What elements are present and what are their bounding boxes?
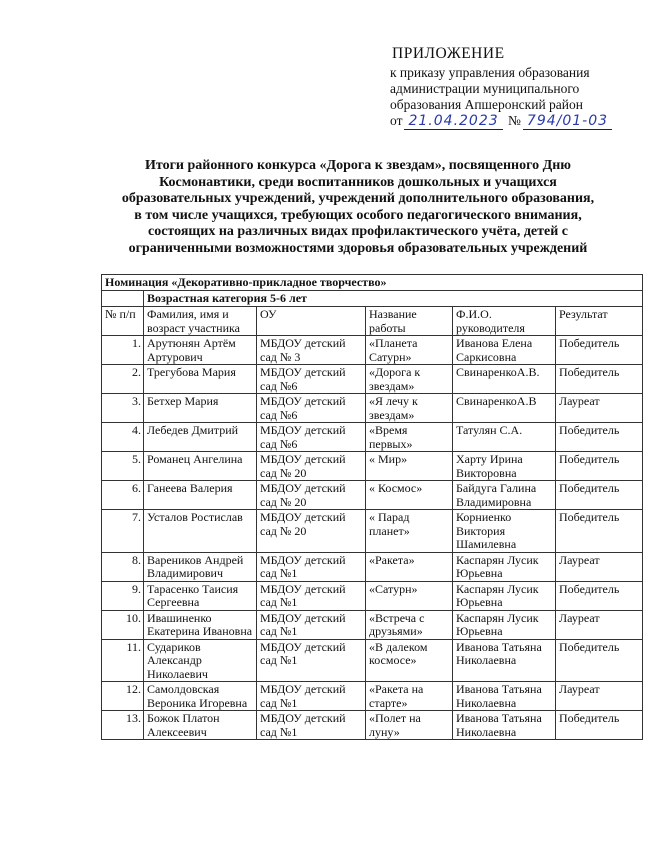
table-row — [102, 452, 643, 481]
row-number: 13. — [102, 711, 144, 740]
table-row — [102, 365, 643, 394]
row-number: 7. — [102, 510, 144, 553]
participant-name: Трегубова Мария — [144, 365, 257, 394]
participant-name: Ивашиненко Екатерина Ивановна — [144, 610, 257, 639]
title-line: состоящих на различных видах профилактического учёта, детей с — [148, 224, 568, 239]
work-title: «В далеком космосе» — [366, 639, 453, 682]
work-title: «Ракета на старте» — [366, 682, 453, 711]
nomination-header: Номинация «Декоративно-прикладное творчество» — [102, 275, 643, 291]
order-number: 794/01-03 — [523, 113, 612, 130]
table-header-row — [102, 307, 643, 336]
table-row — [102, 639, 643, 682]
row-number: 9. — [102, 581, 144, 610]
col-header: № п/п — [102, 307, 144, 336]
col-header: Фамилия, имя и возраст участника — [144, 307, 257, 336]
school-name: МБДОУ детский сад №1 — [257, 639, 366, 682]
leader-name: Иванова Татьяна Николаевна — [453, 711, 556, 740]
row-number: 3. — [102, 394, 144, 423]
participant-name: Тарасенко Таисия Сергеевна — [144, 581, 257, 610]
row-number: 4. — [102, 423, 144, 452]
work-title: «Встреча с друзьями» — [366, 610, 453, 639]
table-row — [102, 336, 643, 365]
appendix-block — [388, 46, 648, 130]
result-value: Победитель — [556, 423, 643, 452]
age-category-header: Возрастная категория 5-6 лет — [144, 291, 643, 307]
document-title — [88, 158, 628, 257]
work-title: « Мир» — [366, 452, 453, 481]
table-row — [102, 394, 643, 423]
work-title: «Полет на луну» — [366, 711, 453, 740]
school-name: МБДОУ детский сад №1 — [257, 682, 366, 711]
school-name: МБДОУ детский сад № 20 — [257, 481, 366, 510]
col-header: Ф.И.О. руководителя — [453, 307, 556, 336]
order-date: 21.04.2023 — [404, 113, 502, 130]
school-name: МБДОУ детский сад №1 — [257, 610, 366, 639]
work-title: «Сатурн» — [366, 581, 453, 610]
number-sign: № — [508, 113, 521, 128]
work-title: «Дорога к звездам» — [366, 365, 453, 394]
row-number: 10. — [102, 610, 144, 639]
leader-name: Харту Ирина Викторовна — [453, 452, 556, 481]
leader-name: Иванова Елена Саркисовна — [453, 336, 556, 365]
school-name: МБДОУ детский сад № 3 — [257, 336, 366, 365]
result-value: Лауреат — [556, 394, 643, 423]
table-row — [102, 711, 643, 740]
title-line: Итоги районного конкурса «Дорога к звездам», посвященного Дню — [144, 158, 572, 173]
school-name: МБДОУ детский сад №1 — [257, 711, 366, 740]
leader-name: Иванова Татьяна Николаевна — [453, 639, 556, 682]
col-header: Результат — [556, 307, 643, 336]
leader-name: Каспарян Лусик Юрьевна — [453, 552, 556, 581]
table-row — [102, 682, 643, 711]
result-value: Победитель — [556, 365, 643, 394]
table-row — [102, 552, 643, 581]
row-number: 1. — [102, 336, 144, 365]
row-number: 12. — [102, 682, 144, 711]
table-row — [102, 510, 643, 553]
appendix-line: образования Апшеронский район — [390, 97, 583, 112]
result-value: Победитель — [556, 510, 643, 553]
result-value: Лауреат — [556, 552, 643, 581]
school-name: МБДОУ детский сад № 20 — [257, 452, 366, 481]
row-number: 5. — [102, 452, 144, 481]
participant-name: Вареников Андрей Владимирович — [144, 552, 257, 581]
row-number: 11. — [102, 639, 144, 682]
result-value: Лауреат — [556, 610, 643, 639]
title-line: Космонавтики, среди воспитанников дошкольных и учащихся — [159, 174, 557, 190]
school-name: МБДОУ детский сад №1 — [257, 581, 366, 610]
table-row — [102, 581, 643, 610]
school-name: МБДОУ детский сад №6 — [257, 423, 366, 452]
col-header: Название работы — [366, 307, 453, 336]
participant-name: Ганеева Валерия — [144, 481, 257, 510]
row-number: 6. — [102, 481, 144, 510]
school-name: МБДОУ детский сад №6 — [257, 365, 366, 394]
result-value: Победитель — [556, 639, 643, 682]
leader-name: Каспарян Лусик Юрьевна — [453, 610, 556, 639]
work-title: «Время первых» — [366, 423, 453, 452]
appendix-line: администрации муниципального — [390, 81, 580, 96]
work-title: « Космос» — [366, 481, 453, 510]
school-name: МБДОУ детский сад №6 — [257, 394, 366, 423]
result-value: Победитель — [556, 711, 643, 740]
leader-name: Байдуга Галина Владимировна — [453, 481, 556, 510]
leader-name: Каспарян Лусик Юрьевна — [453, 581, 556, 610]
blank-cell — [102, 291, 144, 307]
date-prefix: от — [390, 113, 403, 128]
result-value: Победитель — [556, 481, 643, 510]
row-number: 8. — [102, 552, 144, 581]
leader-name: СвинаренкоА.В. — [453, 365, 556, 394]
title-line: образовательных учреждений, учреждений дополнительного образования, — [121, 191, 595, 206]
col-header: ОУ — [257, 307, 366, 336]
appendix-line: к приказу управления образования — [390, 65, 590, 80]
leader-name: СвинаренкоА.В — [453, 394, 556, 423]
participant-name: Божок Платон Алексеевич — [144, 711, 257, 740]
work-title: « Парад планет» — [366, 510, 453, 553]
table-row — [102, 423, 643, 452]
results-table — [101, 274, 643, 740]
participant-name: Самолдовская Вероника Игоревна — [144, 682, 257, 711]
row-number: 2. — [102, 365, 144, 394]
result-value: Победитель — [556, 336, 643, 365]
result-value: Победитель — [556, 452, 643, 481]
leader-name: Корниенко Виктория Шамилевна — [453, 510, 556, 553]
leader-name: Татулян С.А. — [453, 423, 556, 452]
participant-name: Романец Ангелина — [144, 452, 257, 481]
result-value: Лауреат — [556, 682, 643, 711]
result-value: Победитель — [556, 581, 643, 610]
participant-name: Лебедев Дмитрий — [144, 423, 257, 452]
participant-name: Судариков Александр Николаевич — [144, 639, 257, 682]
participant-name: Усталов Ростислав — [144, 510, 257, 553]
appendix-heading: ПРИЛОЖЕНИЕ — [392, 45, 505, 62]
participant-name: Арутюнян Артём Артурович — [144, 336, 257, 365]
order-date-line — [390, 113, 648, 130]
work-title: «Ракета» — [366, 552, 453, 581]
title-line: в том числе учащихся, требующих особого педагогического внимания, — [134, 207, 582, 223]
leader-name: Иванова Татьяна Николаевна — [453, 682, 556, 711]
school-name: МБДОУ детский сад № 20 — [257, 510, 366, 553]
table-row — [102, 610, 643, 639]
table-row — [102, 481, 643, 510]
work-title: «Планета Сатурн» — [366, 336, 453, 365]
title-line: ограниченными возможностями здоровья образовательных учреждений — [128, 240, 588, 256]
work-title: «Я лечу к звездам» — [366, 394, 453, 423]
participant-name: Бетхер Мария — [144, 394, 257, 423]
school-name: МБДОУ детский сад №1 — [257, 552, 366, 581]
